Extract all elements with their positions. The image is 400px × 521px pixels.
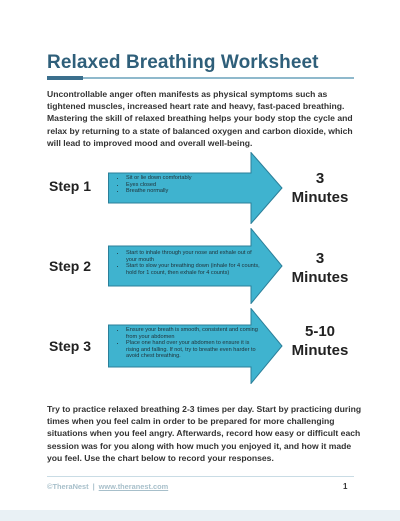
page-number: 1 (343, 482, 348, 491)
outro-paragraph: Try to practice relaxed breathing 2-3 times per day. Start by practicing during times when you feel calm in order to be prepared for more challenging situations when you feel angry. Afterwards, record how easy or difficult each session was for you along with how much you enjoyed it, and how it made you feel. Use the chart below to record your responses. (47, 404, 362, 463)
step-3-duration-unit: Minutes (291, 342, 349, 359)
step-3-arrow (108, 308, 283, 384)
step-1-label: Step 1 (49, 178, 92, 194)
step-1-duration-unit: Minutes (291, 189, 349, 206)
footer-brand: ©TheraNest (47, 482, 89, 491)
step-2-bullet: • Start to inhale through your nose and exhale out of your mouth (126, 250, 260, 263)
step-3-instructions (114, 327, 260, 360)
step-2-label: Step 2 (49, 258, 92, 274)
step-2-duration (280, 249, 360, 287)
step-3-duration (280, 322, 360, 360)
step-2-bullet: • Start to slow your breathing down (inhale for 4 counts, hold for 1 count, then exhale for 4 counts) (126, 263, 260, 276)
step-1-arrow (108, 152, 283, 224)
step-3-bullet: • Place one hand over your abdomen to ensure it is rising and falling. If not, try to breathe even harder to avoid chest breathing. (126, 340, 260, 360)
page-title: Relaxed Breathing Worksheet (47, 52, 319, 73)
footer-website-link[interactable]: www.theranest.com (98, 482, 169, 491)
step-1-duration (280, 169, 360, 207)
step-2-duration-value: 3 (315, 250, 325, 267)
step-2-instructions (114, 250, 260, 276)
step-2-arrow (108, 228, 283, 304)
step-1-bullet: • Eyes closed (126, 182, 258, 189)
intro-paragraph: Uncontrollable anger often manifests as physical symptoms such as tightened muscles, increased heart rate and heavy, fast-paced breathing. Mastering the skill of relaxed breathing helps your body stop the cycle and relax by returning to a state of balanced oxygen and carbon dioxide, which will lead to improved mood and overall well-being. (47, 89, 353, 148)
step-1-duration-value: 3 (315, 170, 325, 187)
step-1-bullet: • Sit or lie down comfortably (126, 175, 258, 182)
title-underline-accent (47, 76, 83, 80)
step-3-duration-value: 5-10 (304, 323, 336, 340)
bottom-band (0, 510, 400, 521)
step-3-bullet: • Ensure your breath is smooth, consistent and coming from your abdomen (126, 327, 260, 340)
step-3-label: Step 3 (49, 338, 92, 354)
footer-divider (47, 476, 354, 477)
footer (47, 482, 168, 491)
step-2-duration-unit: Minutes (291, 269, 349, 286)
footer-separator: | (92, 482, 95, 491)
step-1-instructions (114, 175, 258, 195)
step-1-bullet: • Breathe normally (126, 188, 258, 195)
title-underline (47, 77, 354, 79)
